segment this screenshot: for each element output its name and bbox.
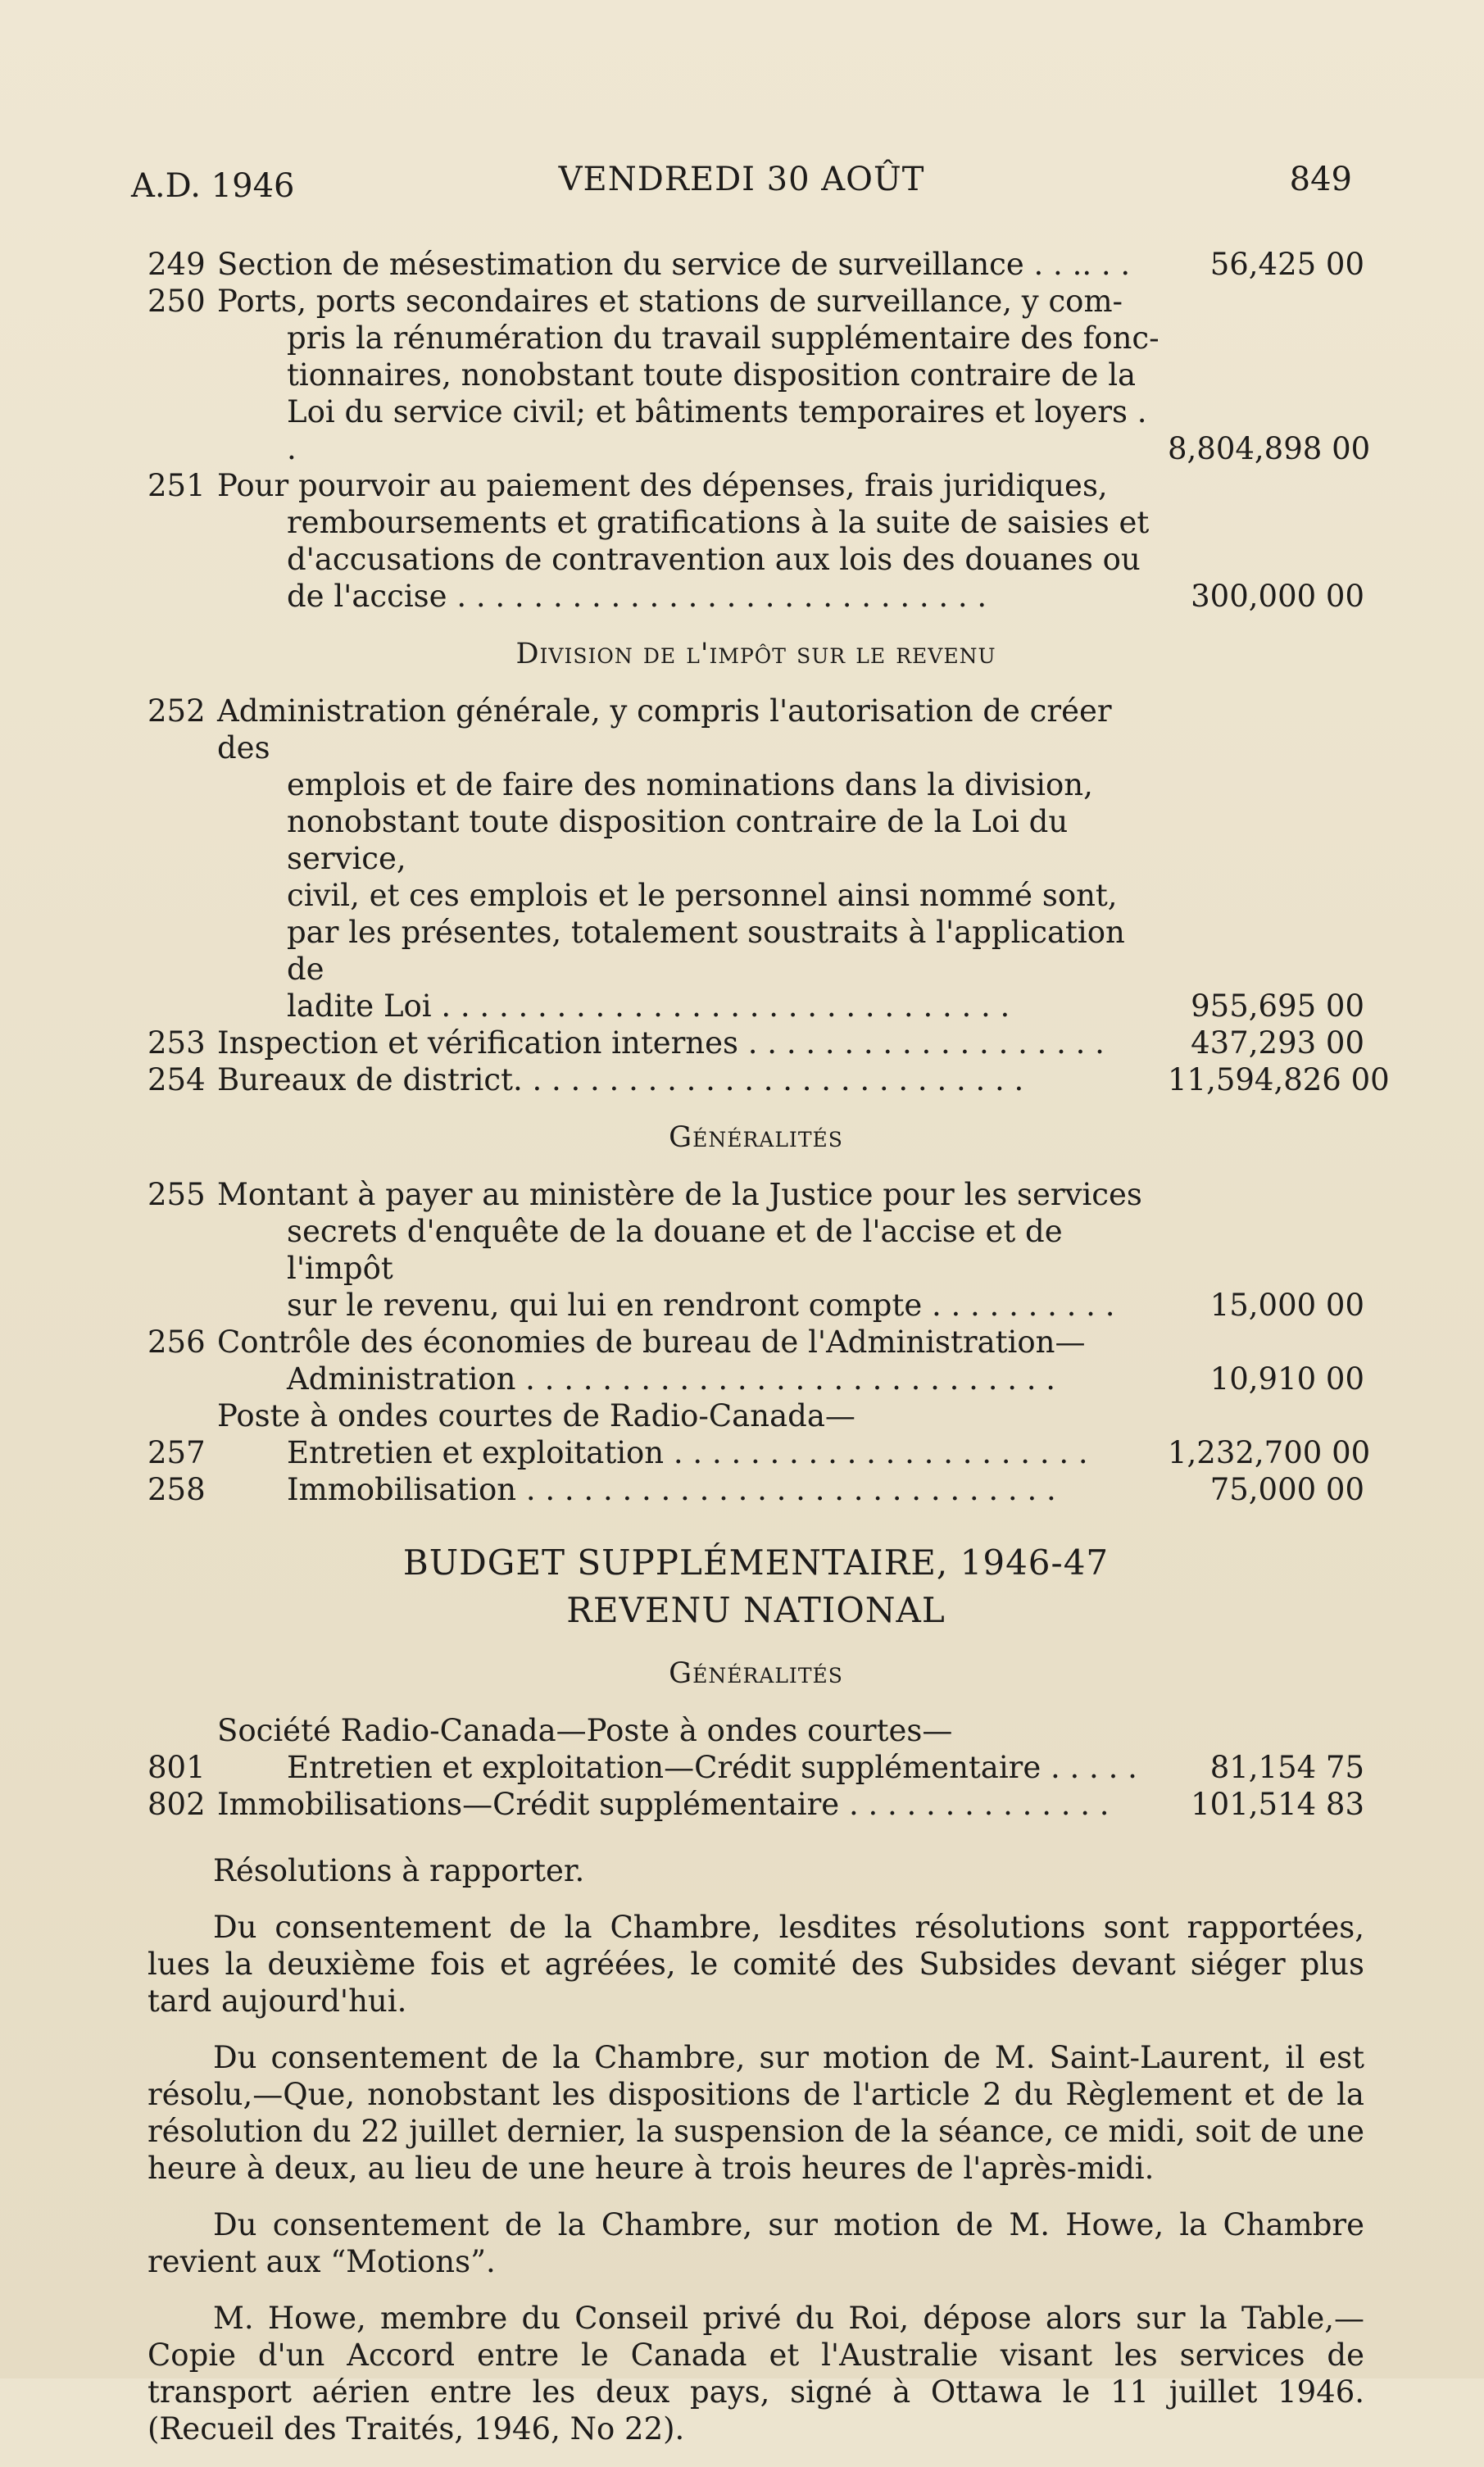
section-heading-general: Généralités (669, 1121, 843, 1154)
item-number: 250 (147, 284, 206, 319)
supp-heading-row (147, 1712, 1364, 1749)
resolutions-line: Résolutions à rapporter. (213, 1853, 585, 1888)
estimate-items-supplementary (147, 1749, 1364, 1823)
item-text-line: de l'accise . . . . . . . . . . . . . . . . . . . . . . . . . . . . (287, 579, 987, 614)
item-text-line: Immobilisation . . . . . . . . . . . . . . . . . . . . . . . . . . . . (287, 1472, 1056, 1507)
paragraph: Du consentement de la Chambre, sur motion de M. Saint-Laurent, il est résolu,—Que, nonobstant les dispositions de l'article 2 du Règlement et de la résolution du 22 juillet dernier, la suspension de la séance, ce midi, soit de une heure à deux, au lieu de une heure à trois heures de l'après-midi. (147, 2040, 1364, 2186)
item-amount: 81,154 75 (1209, 1750, 1364, 1785)
item-text-line: Entretien et exploitation—Crédit supplémentaire . . . . . (287, 1750, 1137, 1785)
item-number: 258 (147, 1472, 206, 1507)
estimate-item (147, 1434, 1371, 1471)
header-date: VENDREDI 30 AOÛT (558, 161, 925, 198)
header-year: A.D. 1946 (131, 167, 295, 205)
section-heading-general-supp: Généralités (669, 1657, 843, 1690)
item-text-line: Entretien et exploitation . . . . . . . . . . . . . . . . . . . . . . (287, 1435, 1088, 1470)
item-text-line: Pour pourvoir au paiement des dépenses, frais juridiques, (217, 468, 1108, 503)
item-text-line: remboursements et gratifications à la suite de saisies et (287, 505, 1150, 540)
item-amount: 101,514 83 (1191, 1787, 1364, 1822)
item-number: 252 (147, 693, 206, 729)
item-text-line: d'accusations de contravention aux lois des douanes ou (287, 542, 1141, 577)
estimate-items-radio (147, 1434, 1371, 1508)
estimate-item (147, 1025, 1364, 1061)
item-number: 249 (147, 247, 206, 282)
budget-subtitle: REVENU NATIONAL (566, 1590, 946, 1630)
estimate-item (147, 1061, 1390, 1098)
item-text-line: Montant à payer au ministère de la Justice pour les services (217, 1177, 1142, 1212)
item-text-line: Administration . . . . . . . . . . . . . . . . . . . . . . . . . . . . (287, 1361, 1056, 1397)
estimate-items-top (147, 246, 1371, 615)
estimate-items-income-tax (147, 693, 1390, 1098)
item-text-line: par les présentes, totalement soustraits à l'application de (287, 915, 1125, 987)
item-amount: 15,000 00 (1209, 1288, 1364, 1323)
item-number: 802 (147, 1787, 206, 1822)
radio-heading: Poste à ondes courtes de Radio-Canada— (217, 1398, 855, 1433)
estimate-item (147, 693, 1364, 1025)
paragraph: Du consentement de la Chambre, sur motion de M. Howe, la Chambre revient aux “Motions”. (147, 2207, 1364, 2279)
page-number: 849 (1289, 161, 1352, 198)
item-text-line: nonobstant toute disposition contraire de la Loi du service, (287, 804, 1069, 876)
item-number: 255 (147, 1177, 206, 1212)
item-amount: 8,804,898 00 (1168, 431, 1371, 466)
paragraph: Du consentement de la Chambre, lesdites résolutions sont rapportées, lues la deuxième fois et agréées, le comité des Subsides devant siéger plus tard aujourd'hui. (147, 1910, 1364, 2019)
item-amount: 56,425 00 (1209, 247, 1364, 282)
estimate-item (147, 467, 1364, 615)
item-text-line: Loi du service civil; et bâtiments temporaires et loyers . . (287, 394, 1147, 466)
item-text-line: sur le revenu, qui lui en rendront compte . . . . . . . . . . (287, 1288, 1115, 1323)
item-text-line: secrets d'enquête de la douane et de l'accise et de l'impôt (287, 1214, 1063, 1286)
item-text-line: Bureaux de district. . . . . . . . . . . . . . . . . . . . . . . . . . . (217, 1062, 1024, 1097)
estimate-item (147, 1176, 1364, 1324)
item-number: 254 (147, 1062, 206, 1097)
item-text-line: emplois et de faire des nominations dans la division, (287, 767, 1093, 802)
section-heading-income-tax: Division de l'impôt sur le revenu (515, 638, 996, 670)
item-number: 251 (147, 468, 206, 503)
document-body (147, 246, 1390, 2467)
item-number: 253 (147, 1025, 206, 1061)
radio-heading-row (147, 1397, 1364, 1434)
paragraph: M. Howe, membre du Conseil privé du Roi, dépose alors sur la Table,—Copie d'un Accord entre le Canada et l'Australie visant les services de transport aérien entre les deux pays, signé à Ottawa le 11 juillet 1946. (Recueil des Traités, 1946, No 22). (147, 2301, 1364, 2447)
estimate-item (147, 1749, 1364, 1786)
estimate-item (147, 283, 1371, 467)
item-amount: 75,000 00 (1209, 1472, 1364, 1507)
item-amount: 437,293 00 (1191, 1025, 1364, 1061)
item-text-line: Immobilisations—Crédit supplémentaire . . . . . . . . . . . . . . (217, 1787, 1110, 1822)
item-amount: 10,910 00 (1209, 1361, 1364, 1397)
item-amount: 955,695 00 (1191, 988, 1364, 1024)
item-text-line: pris la rénumération du travail supplémentaire des fonc- (287, 320, 1160, 356)
budget-title: BUDGET SUPPLÉMENTAIRE, 1946-47 (402, 1542, 1110, 1583)
item-number: 257 (147, 1435, 206, 1470)
item-amount: 1,232,700 00 (1168, 1435, 1371, 1470)
item-text-line: ladite Loi . . . . . . . . . . . . . . . . . . . . . . . . . . . . . . (287, 988, 1010, 1024)
item-amount: 300,000 00 (1191, 579, 1364, 614)
item-text-line: Contrôle des économies de bureau de l'Administration— (217, 1324, 1086, 1360)
item-number: 256 (147, 1324, 206, 1360)
item-text-line: civil, et ces emplois et le personnel ainsi nommé sont, (287, 878, 1118, 913)
item-text-line: Administration générale, y compris l'autorisation de créer des (217, 693, 1112, 766)
page-header (131, 161, 1352, 210)
estimate-item (147, 246, 1364, 283)
estimate-items-general (147, 1176, 1364, 1397)
item-text-line: Section de mésestimation du service de surveillance . . .. . . (217, 247, 1131, 282)
item-text-line: Ports, ports secondaires et stations de surveillance, y com- (217, 284, 1123, 319)
item-text-line: tionnaires, nonobstant toute disposition contraire de la (287, 357, 1137, 393)
supp-heading: Société Radio-Canada—Poste à ondes courtes— (217, 1713, 953, 1748)
estimate-item (147, 1471, 1364, 1508)
item-text-line: Inspection et vérification internes . . . . . . . . . . . . . . . . . . . (217, 1025, 1105, 1061)
item-amount: 11,594,826 00 (1168, 1062, 1390, 1097)
estimate-item (147, 1324, 1364, 1397)
estimate-item (147, 1786, 1364, 1823)
item-number: 801 (147, 1750, 206, 1785)
